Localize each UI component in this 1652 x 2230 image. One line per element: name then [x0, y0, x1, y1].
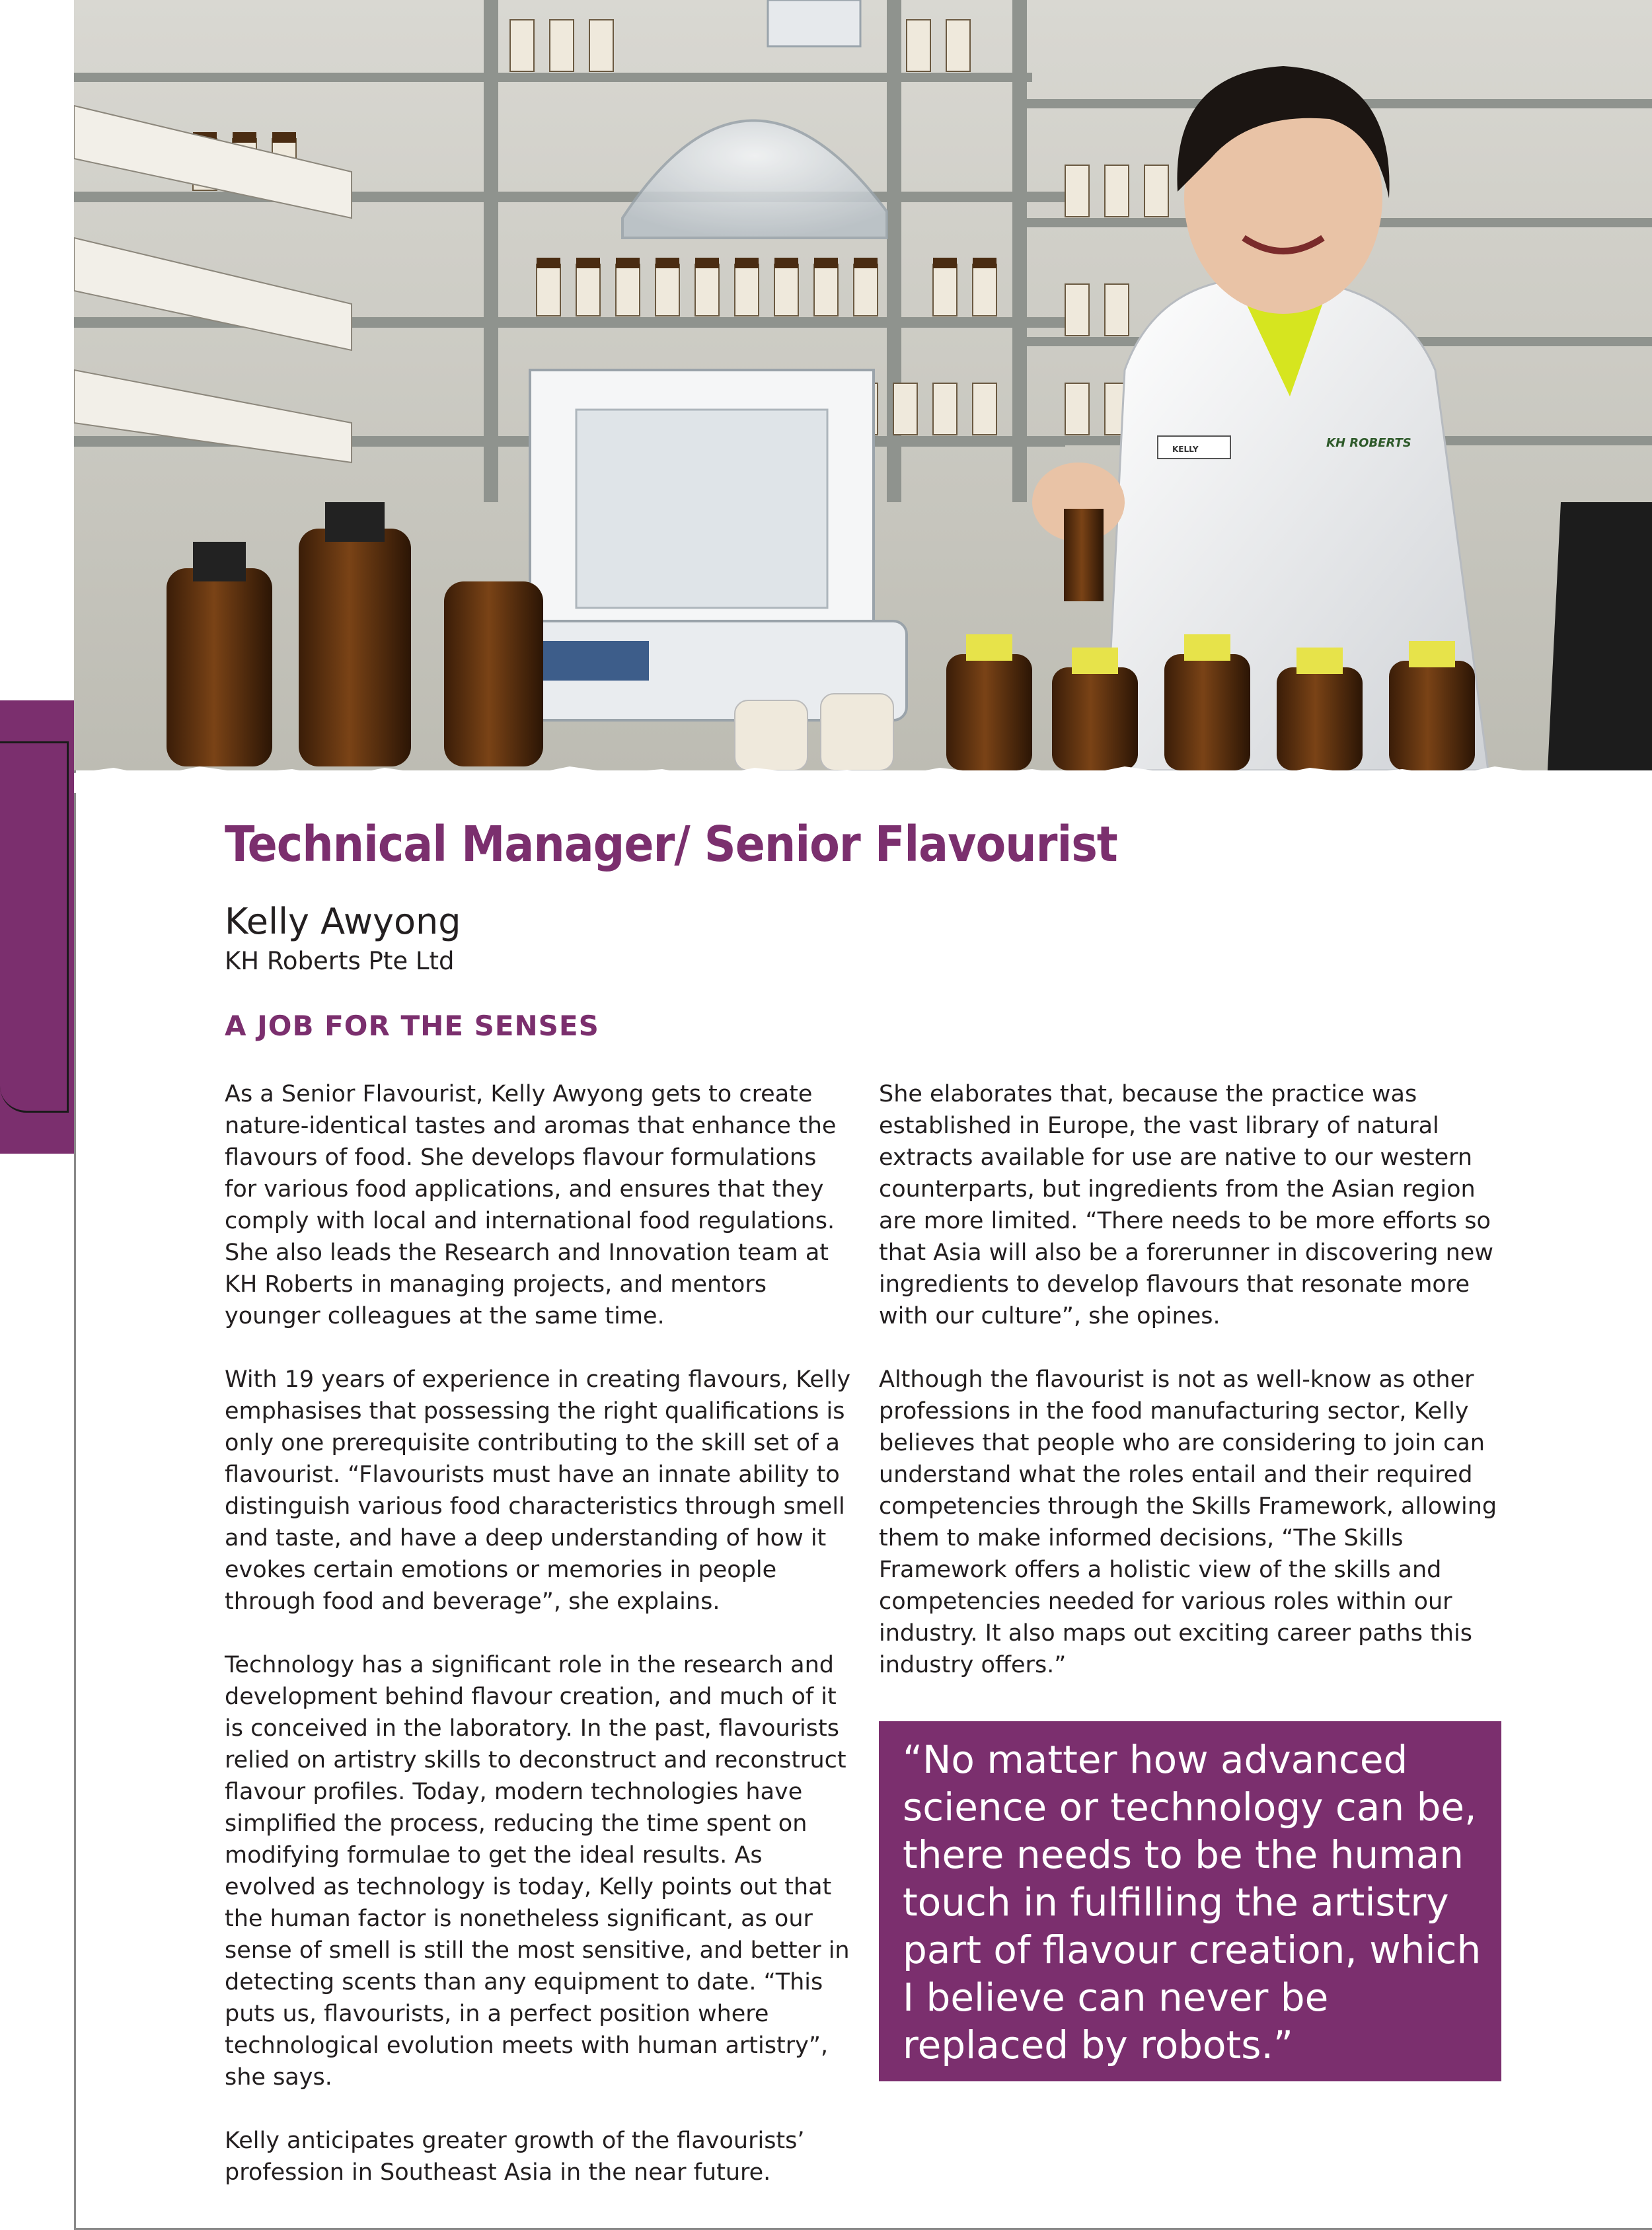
- company-name: KH Roberts Pte Ltd: [225, 947, 455, 975]
- paragraph: Although the flavourist is not as well-know as other professions in the food manufacturing sector, Kelly believes that people who are considering to join can understand what the roles entail and their required competencies through the Skills Framework, allowing them to make informed decisions, “The Skills Framework offers a holistic view of the skills and competencies needed for various roles within our industry. It also maps out exciting career paths this industry offers.”: [879, 1366, 1497, 1678]
- torn-edge: [74, 753, 1652, 793]
- lab-analyser: [497, 370, 907, 720]
- paragraph: As a Senior Flavourist, Kelly Awyong gets to create nature-identical tastes and aromas that enhance the flavours of food. She develops flavour formulations for various food applications, and ensures that they comply with local and international food regulations. She also leads the Research and Innovation team at KH Roberts in managing projects, and mentors younger colleagues at the same time.: [225, 1081, 837, 1329]
- paragraph: With 19 years of experience in creating flavours, Kelly emphasises that possessing the right qualifications is only one prerequisite contributing to the skill set of a flavourist. “Flavourists must have an innate ability to distinguish various food characteristics through smell and taste, and have a deep understanding of how it evokes certain emotions or memories in people through food and beverage”, she explains.: [225, 1366, 851, 1615]
- right-column: [879, 1078, 1513, 1713]
- lab-illustration: [74, 0, 1652, 770]
- paragraph: She elaborates that, because the practice was established in Europe, the vast library of natural extracts available for use are native to our western counterparts, but ingredients from the Asian region are more limited. “There needs to be more efforts so that Asia will also be a forerunner in discovering new ingredients to develop flavours that resonate more with our culture”, she opines.: [879, 1081, 1493, 1329]
- chair: [1548, 502, 1652, 770]
- job-title: Technical Manager/ Senior Flavourist: [225, 816, 1117, 873]
- coat-logo: KH ROBERTS: [1326, 436, 1411, 450]
- section-heading: A JOB FOR THE SENSES: [225, 1010, 599, 1042]
- person-name: Kelly Awyong: [225, 901, 461, 942]
- pull-quote: “No matter how advanced science or technology can be, there needs to be the human touch in fulfilling the artistry part of flavour creation, which I believe can never be replaced by robots.”: [903, 1737, 1482, 2067]
- paragraph: Kelly anticipates greater growth of the flavourists’ profession in Southeast Asia in the near future.: [225, 2128, 805, 2186]
- left-column: [225, 1078, 852, 2220]
- header-photo: [74, 0, 1652, 770]
- pull-quote-box: [879, 1721, 1501, 2081]
- side-tab-outline: [0, 741, 69, 1113]
- paragraph: Technology has a significant role in the research and development behind flavour creation, and much of it is conceived in the laboratory. In the past, flavourists relied on artistry skills to deconstruct and reconstruct flavour profiles. Today, modern technologies have simplified the process, reducing the time spent on modifying formulae to get the ideal results. As evolved as technology is today, Kelly points out that the human factor is nonetheless significant, as our sense of smell is still the most sensitive, and better in detecting scents than any equipment to date. “This puts us, flavourists, in a perfect position where technological evolution meets with human artistry”, she says.: [225, 1652, 850, 2091]
- badge-name: KELLY: [1172, 445, 1199, 454]
